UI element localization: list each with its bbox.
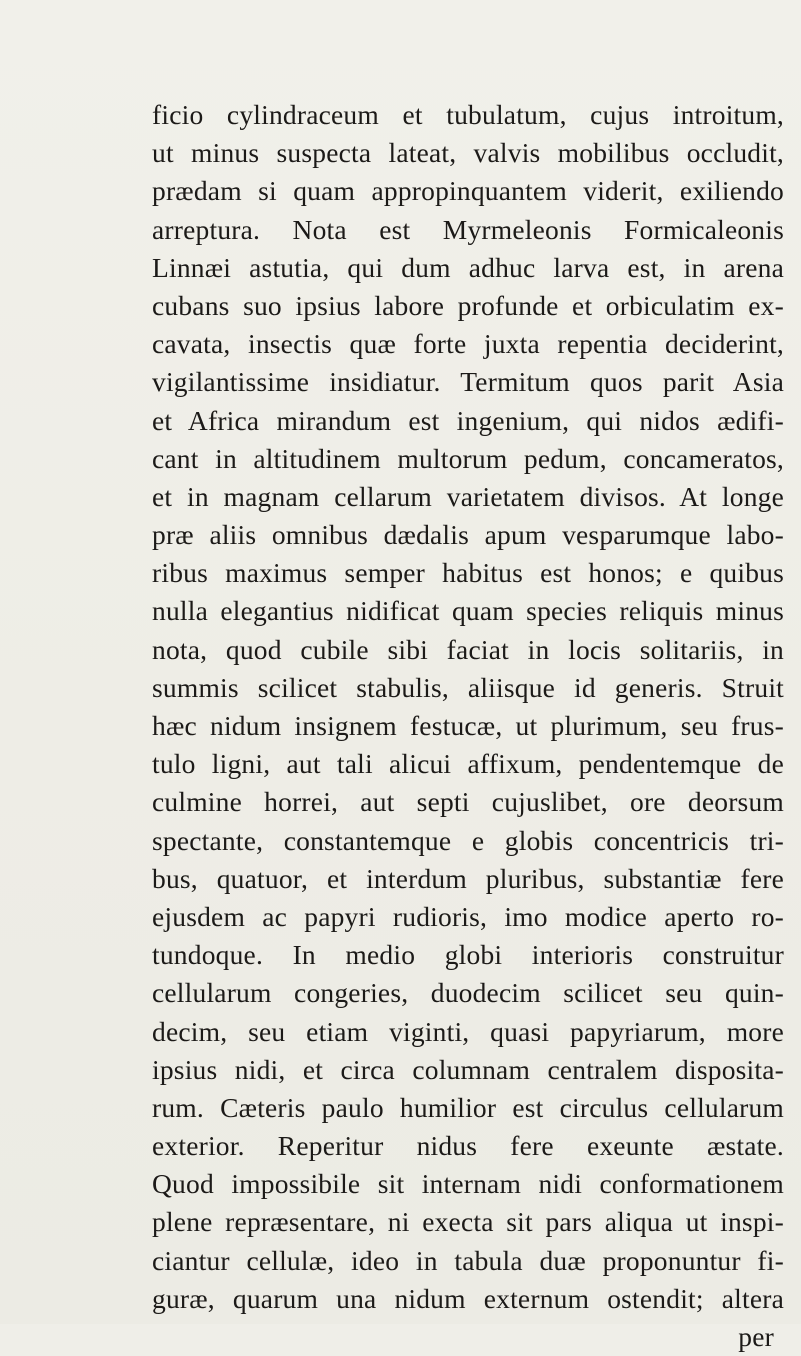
text-line: tulo ligni, aut tali alicui affixum, pendentemque de <box>152 748 784 780</box>
text-line: et in magnam cellarum varietatem divisos. At longe <box>152 480 784 512</box>
text-line: præ aliis omnibus dædalis apum vesparumque labo- <box>152 519 784 551</box>
catchword: per <box>738 1321 774 1352</box>
text-line: culmine horrei, aut septi cujuslibet, ore deorsum <box>152 786 784 818</box>
text-line: tundoque. In medio globi interioris construitur <box>152 939 784 971</box>
text-line: Linnæi astutia, qui dum adhuc larva est, in arena <box>152 251 784 283</box>
text-line: nota, quod cubile sibi faciat in locis solitariis, in <box>152 633 784 665</box>
text-line: Quod impossibile sit internam nidi conformationem <box>152 1168 784 1200</box>
text-line: cellularum congeries, duodecim scilicet seu quin- <box>152 977 784 1009</box>
text-line: vigilantissime insidiatur. Termitum quos parit Asia <box>152 366 784 398</box>
text-line: ejusdem ac papyri rudioris, imo modice aperto ro- <box>152 900 784 932</box>
text-line: arreptura. Nota est Myrmeleonis Formicaleonis <box>152 213 784 245</box>
text-line: bus, quatuor, et interdum pluribus, substantiæ fere <box>152 862 784 894</box>
text-line: ficio cylindraceum et tubulatum, cujus introitum, <box>152 99 784 130</box>
text-line: cant in altitudinem multorum pedum, concameratos, <box>152 442 784 474</box>
text-line: ipsius nidi, et circa columnam centralem disposita- <box>152 1053 784 1085</box>
text-line: cavata, insectis quæ forte juxta repentia deciderint, <box>152 328 784 360</box>
text-line: spectante, constantemque e globis concentricis tri- <box>152 824 784 856</box>
text-line: nulla elegantius nidificat quam species reliquis minus <box>152 595 784 627</box>
text-line: guræ, quarum una nidum externum ostendit; altera <box>152 1282 784 1314</box>
text-line: ut minus suspecta lateat, valvis mobilibus occludit, <box>152 137 784 169</box>
text-line: decim, seu etiam viginti, quasi papyriarum, more <box>152 1015 784 1047</box>
text-line: ciantur cellulæ, ideo in tabula duæ proponuntur fi- <box>152 1244 784 1276</box>
text-line: summis scilicet stabulis, aliisque id generis. Struit <box>152 671 784 703</box>
text-line: cubans suo ipsius labore profunde et orbiculatim ex- <box>152 289 784 321</box>
text-line: hæc nidum insignem festucæ, ut plurimum, seu frus- <box>152 710 784 741</box>
text-line: plene repræsentare, ni execta sit pars aliqua ut inspi- <box>152 1206 784 1238</box>
text-line: rum. Cæteris paulo humilior est circulus cellularum <box>152 1091 784 1123</box>
text-line: prædam si quam appropinquantem viderit, exiliendo <box>152 175 784 207</box>
text-line: ribus maximus semper habitus est honos; e quibus <box>152 557 784 589</box>
body-text <box>152 96 784 1356</box>
text-line: exterior. Reperitur nidus fere exeunte æstate. <box>152 1130 784 1162</box>
text-line: et Africa mirandum est ingenium, qui nidos ædifi- <box>152 404 784 436</box>
